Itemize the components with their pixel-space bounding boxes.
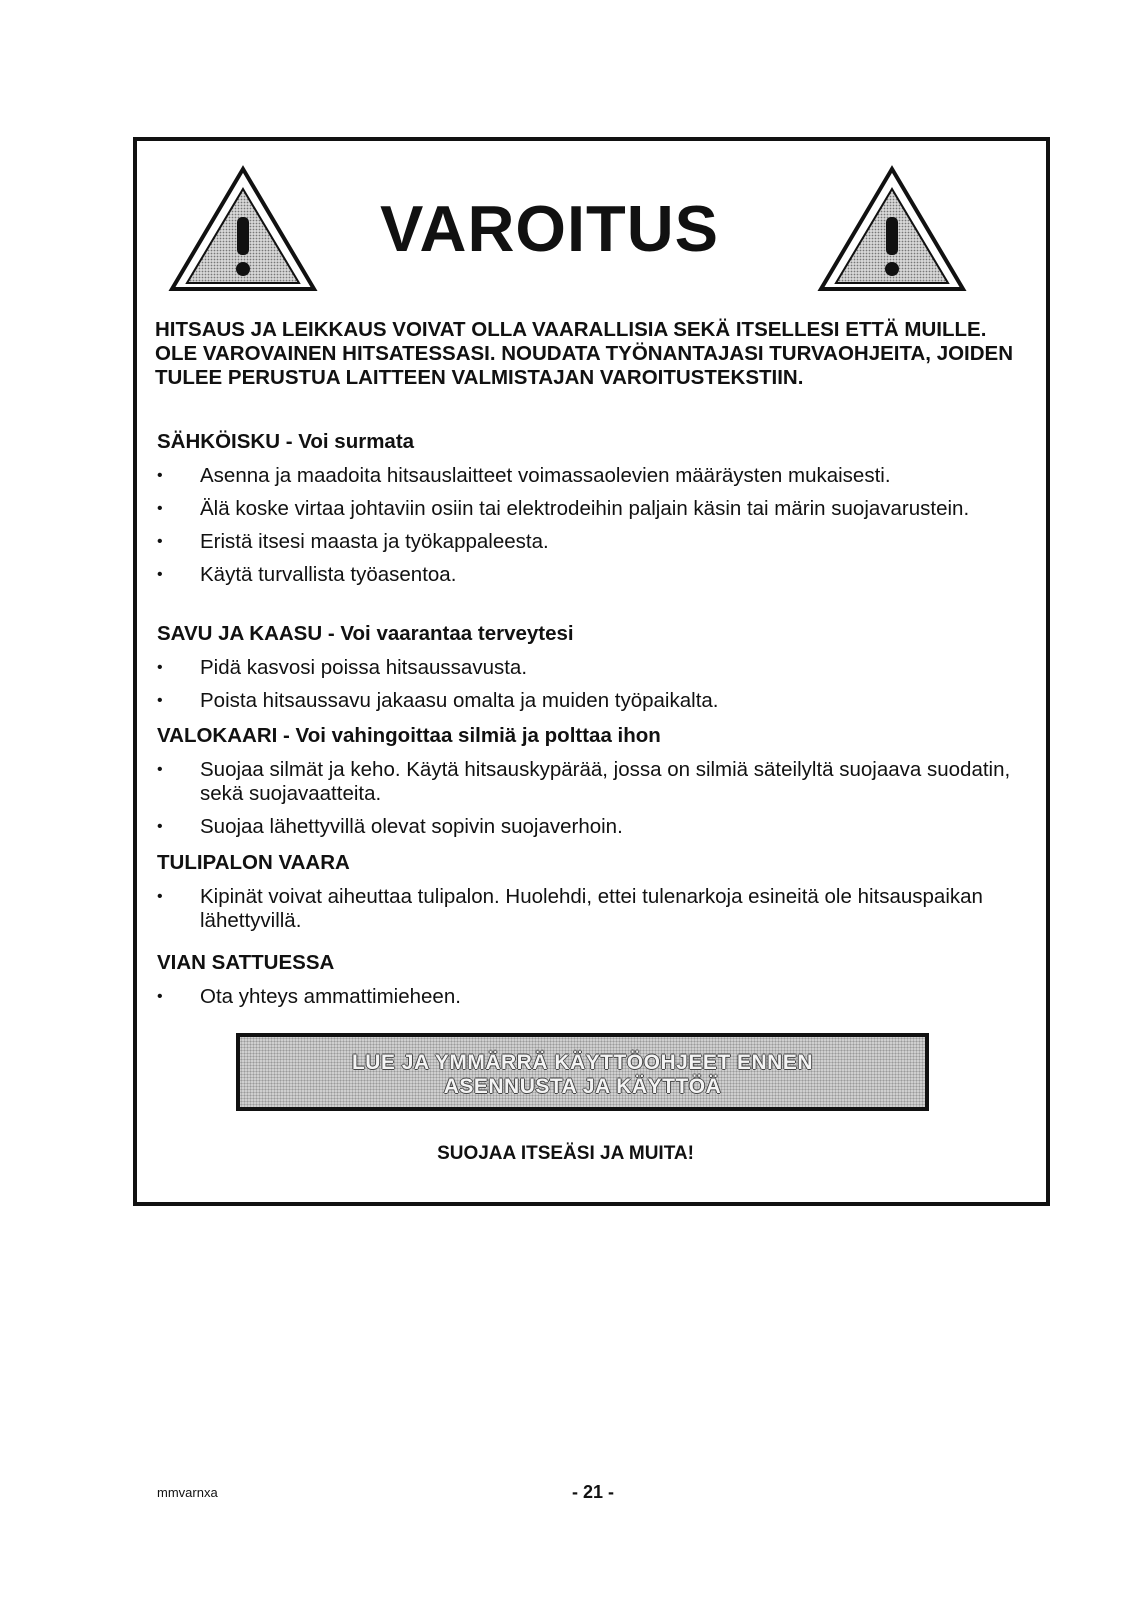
- section-heading: VALOKAARI - Voi vahingoittaa silmiä ja polttaa ihon: [157, 724, 661, 747]
- list-item: • Kipinät voivat aiheuttaa tulipalon. Huolehdi, ettei tulenarkoja esineitä ole hitsauspaikan lähettyvillä.: [157, 885, 1017, 933]
- list-item: • Älä koske virtaa johtaviin osiin tai elektrodeihin paljain käsin tai märin suojavarustein.: [157, 497, 1017, 521]
- read-manual-banner: [236, 1033, 929, 1111]
- list-item: • Asenna ja maadoita hitsauslaitteet voimassaolevien määräysten mukaisesti.: [157, 464, 1017, 488]
- list-item: • Poista hitsaussavu jakaasu omalta ja muiden työpaikalta.: [157, 689, 1017, 713]
- section-arc-rays: [157, 724, 1017, 839]
- section-heading: VIAN SATTUESSA: [157, 951, 335, 974]
- warning-triangle-icon: [817, 165, 967, 293]
- list-item: • Ota yhteys ammattimieheen.: [157, 985, 1017, 1009]
- page-number: - 21 -: [572, 1482, 615, 1502]
- section-heading: TULIPALON VAARA: [157, 851, 350, 874]
- list-item: • Eristä itsesi maasta ja työkappaleesta.: [157, 530, 1017, 554]
- warning-triangle-icon: [168, 165, 318, 293]
- list-item: • Suojaa silmät ja keho. Käytä hitsauskypärää, jossa on silmiä säteilyltä suojaava suodatin, sekä suojavaatteita.: [157, 758, 1017, 806]
- banner-line-1: LUE JA YMMÄRRÄ KÄYTTÖOHJEET ENNEN: [351, 1051, 814, 1074]
- list-item: • Käytä turvallista työasentoa.: [157, 563, 1017, 587]
- list-item: • Suojaa lähettyvillä olevat sopivin suojaverhoin.: [157, 815, 1017, 839]
- banner-line-2: ASENNUSTA JA KÄYTTÖÄ: [443, 1075, 722, 1098]
- section-malfunction: [157, 951, 1017, 1009]
- section-heading: SÄHKÖISKU - Voi surmata: [157, 430, 415, 453]
- section-heading: SAVU JA KAASU - Voi vaarantaa terveytesi: [157, 622, 574, 645]
- document-code: mmvarnxa: [157, 1485, 218, 1500]
- page-title: VAROITUS: [380, 192, 720, 265]
- section-electric-shock: [157, 430, 1017, 587]
- closing-slogan: SUOJAA ITSEÄSI JA MUITA!: [437, 1143, 694, 1164]
- intro-warning-text: HITSAUS JA LEIKKAUS VOIVAT OLLA VAARALLISIA SEKÄ ITSELLESI ETTÄ MUILLE. OLE VAROVAINEN HITSATESSASI. NOUDATA TYÖNANTAJASI TURVAOHJEITA, JOIDEN TULEE PERUSTUA LAITTEEN VALMISTAJAN VAROITUSTEKSTIIN.: [155, 318, 1014, 389]
- section-fumes-gases: [157, 622, 1017, 713]
- list-item: • Pidä kasvosi poissa hitsaussavusta.: [157, 656, 1017, 680]
- section-fire-hazard: [157, 851, 1017, 933]
